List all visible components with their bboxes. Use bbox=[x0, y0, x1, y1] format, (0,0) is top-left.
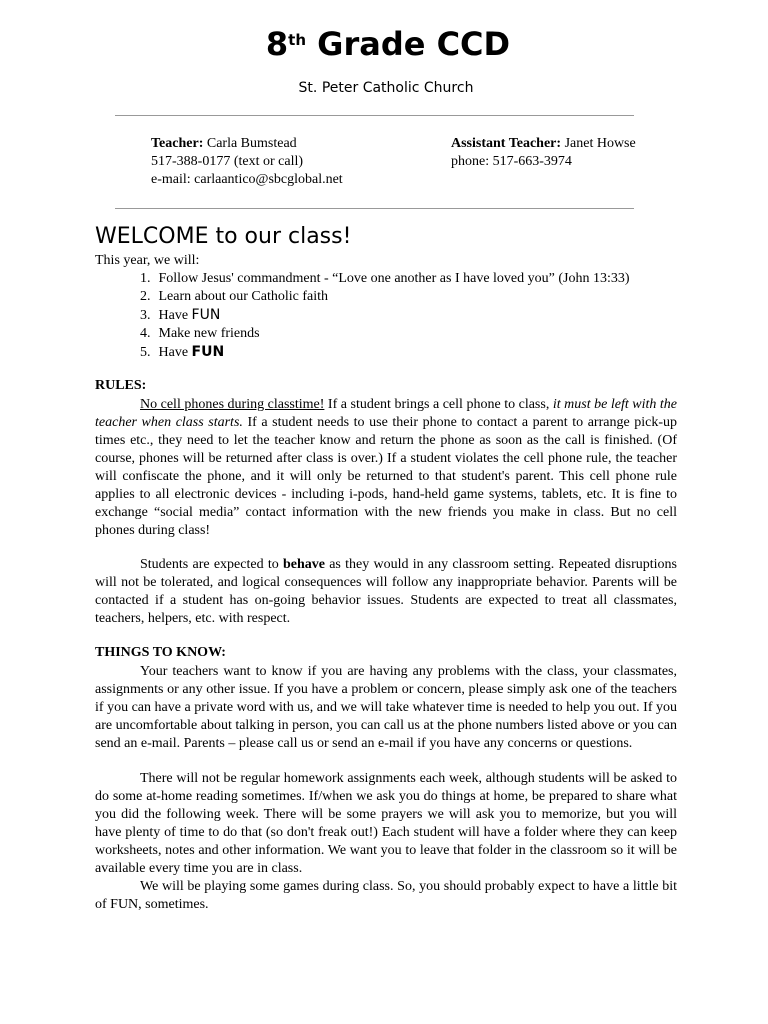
bottom-divider bbox=[115, 208, 634, 209]
list-item: 3. Have FUN bbox=[140, 307, 221, 323]
things-heading: THINGS TO KNOW: bbox=[95, 645, 226, 660]
teacher-email: e-mail: carlaantico@sbcglobal.net bbox=[151, 172, 343, 187]
welcome-heading: WELCOME to our class! bbox=[95, 224, 352, 249]
teacher-name: Carla Bumstead bbox=[203, 136, 297, 151]
things-paragraph-homework: There will not be regular homework assignments each week, although students will be asked to do some at-home reading sometimes. If/when we ask you do things at home, be prepared to share what you did the following week. There will be some prayers we will ask you to memorize, but you will have plenty of time to do that (so don't freak out!) Each student will have a folder where they can keep worksheets, notes and other information. We want you to leave that folder in the classroom so it will be available every time you are in class. bbox=[95, 771, 677, 876]
welcome-intro: This year, we will: bbox=[95, 253, 200, 268]
assistant-contact bbox=[451, 135, 636, 171]
title-superscript: th bbox=[288, 31, 307, 49]
things-paragraph-problems: Your teachers want to know if you are having any problems with the class, your classmates, assignments or any other issue. If you have a problem or concern, please simply ask one of the teachers if you can have a private word with us, and we will take whatever time is needed to help you out. If you are uncomfortable about talking in person, you can call us at the phone numbers listed above or you can send an e-mail. Parents – please call us or send an e-mail if you have any concerns or questions. bbox=[95, 664, 677, 751]
things-paragraph-games: We will be playing some games during class. So, you should probably expect to have a little bit of FUN, sometimes. bbox=[95, 879, 677, 912]
top-divider bbox=[115, 115, 634, 116]
teacher-phone: 517-388-0177 (text or call) bbox=[151, 154, 304, 169]
list-item: 1. Follow Jesus' commandment - “Love one another as I have loved you” (John 13:33) bbox=[140, 271, 630, 286]
assistant-label: Assistant Teacher: bbox=[451, 136, 562, 151]
teacher-contact bbox=[151, 135, 343, 189]
church-name: St. Peter Catholic Church bbox=[298, 80, 474, 96]
list-item: 5. Have FUN bbox=[140, 344, 225, 360]
assistant-name: Janet Howse bbox=[561, 136, 636, 151]
teacher-label: Teacher: bbox=[151, 136, 204, 151]
list-item: 4. Make new friends bbox=[140, 326, 260, 341]
rules-paragraph-phones: No cell phones during classtime! If a student brings a cell phone to class, it must be left with the teacher when class starts. If a student needs to use their phone to contact a parent to arrange pick-up times etc., they need to let the teacher know and return the phone as soon as the call is finished. (Of course, phones will be returned after class is over.) If a student violates the cell phone rule, the teacher will confiscate the phone, and it will only be returned to that student's parent. This cell phone rule applies to all electronic devices - including i-pods, hand-held game systems, tablets, etc. It is fine to exchange “social media” contact information with the new friends you make in class. But no cell phones during class! bbox=[95, 397, 678, 538]
assistant-phone: phone: 517-663-3974 bbox=[451, 154, 572, 169]
rules-heading: RULES: bbox=[95, 378, 147, 393]
rules-paragraph-behavior: Students are expected to behave as they would in any classroom setting. Repeated disruptions will not be tolerated, and logical consequences will follow any inappropriate behavior. Parents will be contacted if a student has on-going behavior issues. Students are expected to treat all classmates, teachers, helpers, etc. with respect. bbox=[95, 557, 678, 626]
list-item: 2. Learn about our Catholic faith bbox=[140, 289, 328, 304]
page-title: 8th Grade CCD bbox=[265, 25, 511, 63]
goals-list bbox=[140, 270, 630, 362]
